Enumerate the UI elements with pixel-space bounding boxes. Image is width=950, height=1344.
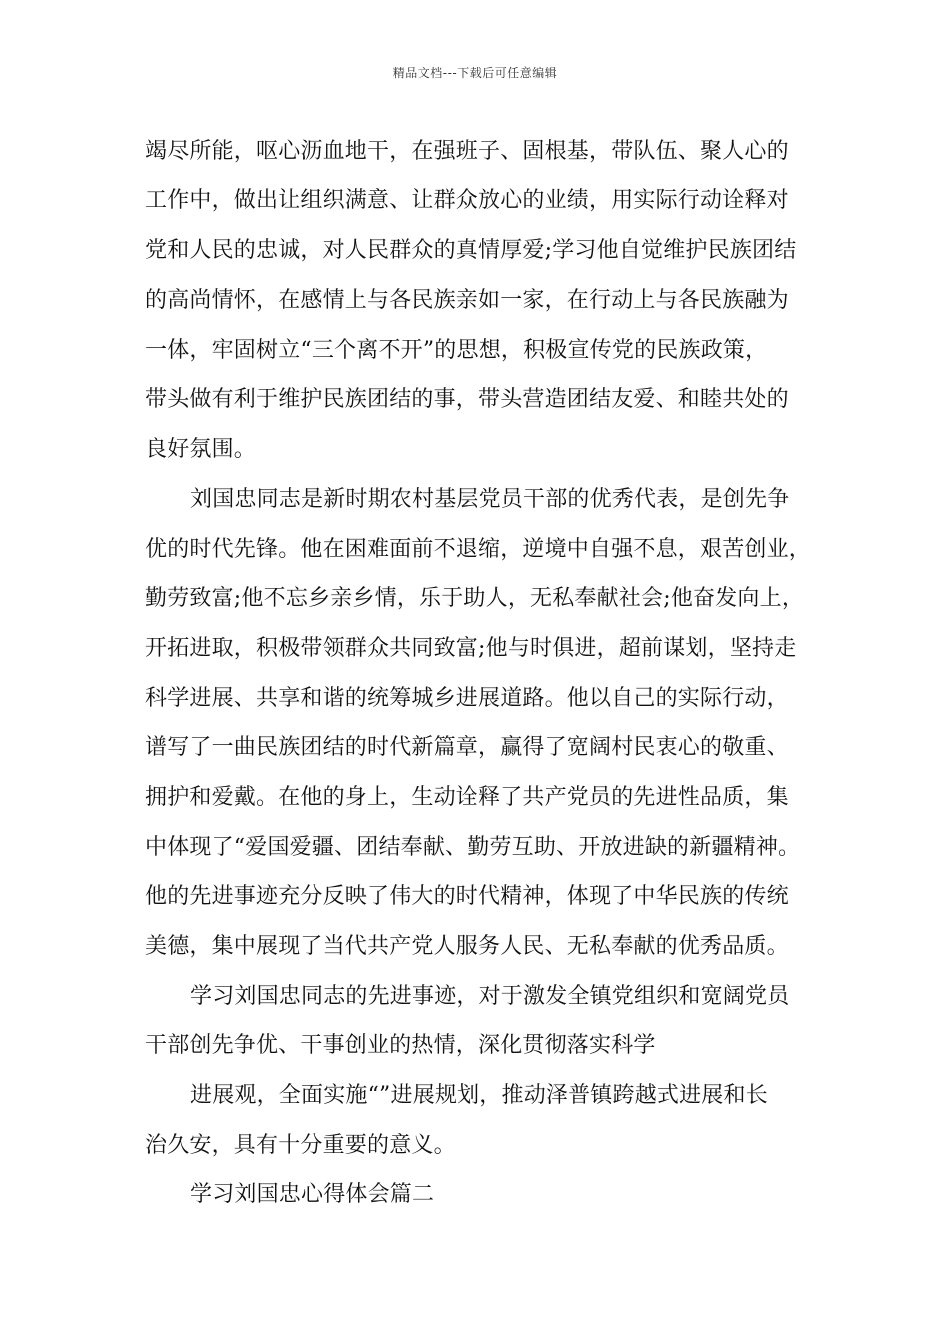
text-line: 勤劳致富;他不忘乡亲乡情，乐于助人，无私奉献社会;他奋发向上， — [145, 586, 805, 611]
text-line: 党和人民的忠诚，对人民群众的真情厚爱;学习他自觉维护民族团结 — [145, 238, 797, 263]
page-header: 精品文档---下载后可任意编辑 — [392, 66, 558, 80]
text-line: 治久安，具有十分重要的意义。 — [145, 1133, 456, 1158]
text-line: 开拓进取，积极带领群众共同致富;他与时俱进，超前谋划，坚持走 — [145, 636, 797, 661]
text-line: 中体现了“爱国爱疆、团结奉献、勤劳互助、开放进缺的新疆精神。 — [145, 835, 801, 860]
text-line: 工作中，做出让组织满意、让群众放心的业绩，用实际行动诠释对 — [145, 188, 789, 213]
text-line: 的高尚情怀，在感情上与各民族亲如一家，在行动上与各民族融为 — [145, 288, 789, 313]
section-heading: 学习刘国忠心得体会篇二 — [190, 1182, 435, 1207]
text-line: 带头做有利于维护民族团结的事，带头营造团结友爱、和睦共处的 — [145, 387, 789, 412]
text-line: 一体，牢固树立“三个离不开”的思想，积极宣传党的民族政策， — [145, 338, 768, 363]
text-line: 科学进展、共享和谐的统筹城乡进展道路。他以自己的实际行动， — [145, 686, 789, 711]
text-line: 干部创先争优、干事创业的热情，深化贯彻落实科学 — [145, 1033, 656, 1058]
text-line: 他的先进事迹充分反映了伟大的时代精神，体现了中华民族的传统 — [145, 884, 789, 909]
text-line: 良好氛围。 — [145, 437, 257, 462]
text-line: 优的时代先锋。他在困难面前不退缩，逆境中自强不息，艰苦创业， — [145, 537, 812, 562]
paragraph-start-line: 刘国忠同志是新时期农村基层党员干部的优秀代表，是创先争 — [190, 487, 790, 512]
paragraph-start-line: 进展观，全面实施“”进展规划，推动泽普镇跨越式进展和长 — [190, 1083, 768, 1108]
text-line: 竭尽所能，呕心沥血地干，在强班子、固根基，带队伍、聚人心的 — [145, 139, 789, 164]
text-line: 拥护和爱戴。在他的身上，生动诠释了共产党员的先进性品质，集 — [145, 785, 789, 810]
text-line: 美德，集中展现了当代共产党人服务人民、无私奉献的优秀品质。 — [145, 934, 789, 959]
text-line: 谱写了一曲民族团结的时代新篇章，赢得了宽阔村民衷心的敬重、 — [145, 735, 789, 760]
paragraph-start-line: 学习刘国忠同志的先进事迹，对于激发全镇党组织和宽阔党员 — [190, 984, 790, 1009]
